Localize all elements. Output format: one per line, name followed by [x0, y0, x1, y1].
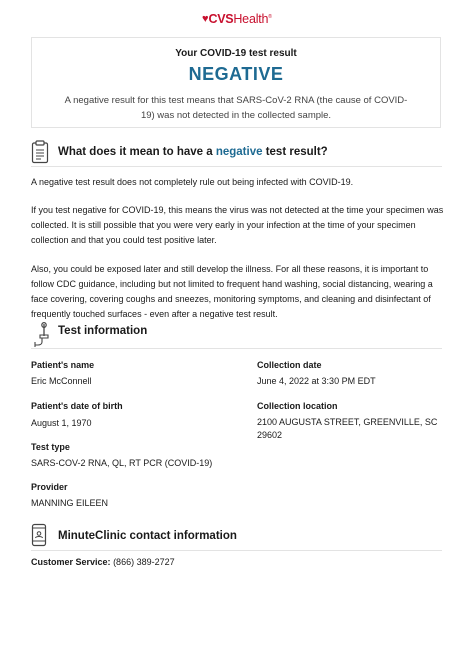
- result-card-title: Your COVID-19 test result: [175, 48, 297, 59]
- meaning-paragraph-2: If you test negative for COVID-19, this means the virus was not detected at the time your specimen was collected. It is still possible that you were very early in your infection at the time of your specimen collection and that you could test positive later.: [31, 205, 444, 245]
- swab-icon: [31, 322, 53, 348]
- test-type-value: SARS-COV-2 RNA, QL, RT PCR (COVID-19): [31, 458, 213, 468]
- logo-brand-health: Health: [233, 12, 269, 26]
- result-description: A negative result for this test means that SARS-CoV-2 RNA (the cause of COVID-19) was not detected in the collected sample.: [64, 95, 408, 121]
- meaning-heading: [58, 146, 328, 158]
- provider-label: Provider: [31, 482, 68, 492]
- clipboard-icon: [31, 140, 53, 166]
- divider: [31, 348, 442, 349]
- customer-service-phone[interactable]: (866) 389-2727: [113, 557, 175, 567]
- patient-name-value: Eric McConnell: [31, 376, 92, 386]
- dob-label: Patient's date of birth: [31, 401, 123, 411]
- meaning-paragraph-3: Also, you could be exposed later and still develop the illness. For all these reasons, it is important to follow CDC guidance, including but not limited to frequent hand washing, social distancing, wearing a face covering, covering coughs and sneezes, monitoring symptoms, and cleaning and disinfectant of frequently touched surfaces - even after a negative test result.: [31, 264, 433, 319]
- heart-icon: ♥: [202, 13, 209, 25]
- meaning-paragraph-1: A negative test result does not completely rule out being infected with COVID-19.: [31, 177, 354, 187]
- collection-date-label: Collection date: [257, 360, 322, 370]
- collection-location-value: 2100 AUGUSTA STREET, GREENVILLE, SC 29602: [257, 417, 438, 440]
- contact-heading: MinuteClinic contact information: [58, 530, 237, 542]
- logo-trademark: ®: [268, 13, 272, 20]
- meaning-heading-highlight: negative: [215, 146, 263, 158]
- logo-brand: CVS: [208, 12, 234, 26]
- divider: [31, 166, 442, 167]
- meaning-heading-suffix: test result?: [262, 146, 328, 158]
- provider-value: MANNING EILEEN: [31, 498, 109, 508]
- test-info-heading: Test information: [58, 325, 148, 337]
- test-type-label: Test type: [31, 442, 70, 452]
- collection-date-value: June 4, 2022 at 3:30 PM EDT: [257, 376, 376, 386]
- divider: [31, 550, 442, 551]
- meaning-heading-prefix: What does it mean to have a: [58, 146, 216, 158]
- collection-location-label: Collection location: [257, 401, 338, 411]
- phone-icon: [31, 523, 53, 549]
- dob-value: August 1, 1970: [31, 418, 92, 428]
- customer-service-label: Customer Service:: [31, 557, 111, 567]
- cvs-health-logo: [0, 12, 474, 26]
- test-result-value: NEGATIVE: [188, 64, 284, 84]
- customer-service: [31, 557, 175, 567]
- patient-name-label: Patient's name: [31, 360, 95, 370]
